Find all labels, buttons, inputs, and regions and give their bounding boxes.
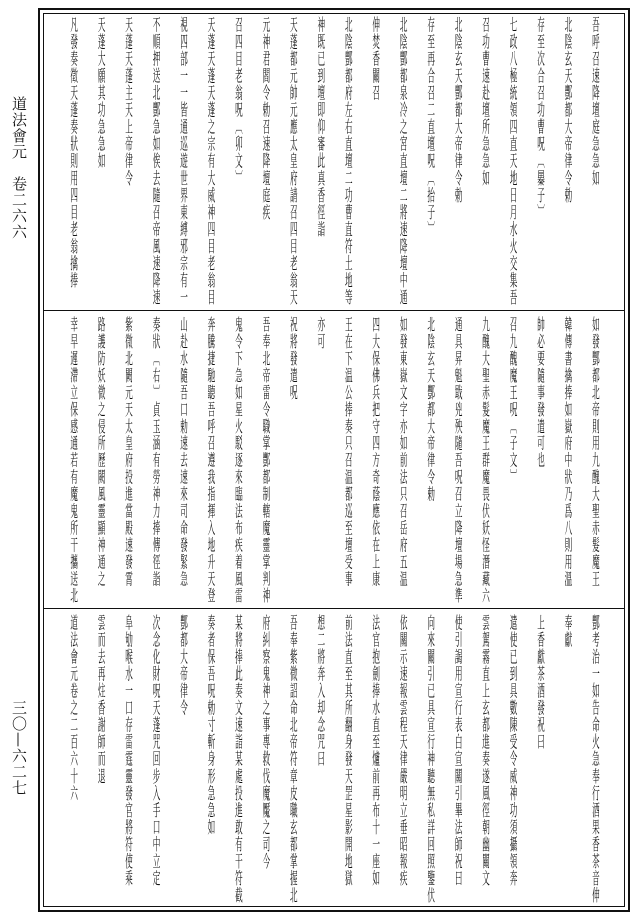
text-column: 四大保佛兵把守四方奇蔭應依在上康 xyxy=(371,316,380,588)
text-column: 想二將奔入却念咒曰 xyxy=(316,614,326,768)
text-column: 天蓬天蓬天蓬之宗有大威神四目老翁目 xyxy=(206,16,216,306)
text-column: 神既已到壇即仰審此真香徑詣 xyxy=(316,16,326,238)
text-column: 路護防妖微之侵所歷闕風靈顯神通之 xyxy=(96,316,106,588)
text-column: 通具昇魁戢兇殃隨吾呪召立降壇場急準 xyxy=(453,316,463,604)
text-column: 遣使已到具數陳受令威神功須攝領奔 xyxy=(508,614,518,887)
text-column: 召功曹速赴壇所急急如 xyxy=(481,16,490,187)
text-column: 召四目老翁呪〔卯文〕 xyxy=(233,16,243,187)
text-column: 鬼令下急如星火駁逐來臨法布疾着風雷 xyxy=(233,316,243,604)
page-number: 三〇—六二七 xyxy=(10,700,28,796)
text-column: 天蓬都元帥元應太皇府請召四目老翁天 xyxy=(288,16,298,306)
text-column: 七政八極統領四直天地日月水火交集吾 xyxy=(508,16,518,306)
text-column: 道法會元卷之二百六十六 xyxy=(69,614,78,802)
panel-divider xyxy=(44,310,624,311)
text-column: 某將捧此奏文速詣某處投進敢有干符截 xyxy=(233,614,243,904)
text-column: 天蓬天蓬主天上帝律令 xyxy=(124,16,133,187)
text-column: 召九醜魔王呪〔子文〕 xyxy=(508,316,518,486)
text-column: 如發酆都北帝則用九醜大聖赤髮魔王 xyxy=(590,316,600,588)
text-column: 凡發奏徵天蓬奏狀則用四目老翁擒捧 xyxy=(69,16,78,289)
text-column: 亦可 xyxy=(316,316,326,350)
text-column: 山赴水隨吾口勅速去速來司命發緊急 xyxy=(179,316,188,588)
text-column: 奏狀〔右〕貞玉涵有勞神力捧傳徑詣 xyxy=(151,316,161,588)
text-column: 幸早遲滯立保感通若有魔鬼所干攜送北 xyxy=(69,316,78,604)
panel-divider xyxy=(44,608,624,609)
text-column: 酆考治一如告命火急奉行酒果香茶音伸 xyxy=(590,614,600,904)
text-column: 酆都大帝律令 xyxy=(179,614,188,717)
text-column: 元神君閻令勅召速降壇庭疾 xyxy=(261,16,271,221)
panel-middle xyxy=(46,316,622,604)
text-column: 不順押送北酆急如俟去隨召帝風速降速 xyxy=(151,16,161,306)
text-column: 奏者保吾呪勅寸斬身形急急如 xyxy=(206,614,216,836)
text-column: 向來關引已具宣行神聽無私詳回照鑒伏 xyxy=(426,614,435,904)
text-column: 九醜大聖赤髮魔王群魔畏伏妖怪潛藏六 xyxy=(481,316,490,604)
text-column: 如發東嶽文字亦如前法只召岳府五温 xyxy=(398,316,408,588)
text-column: 天蓬大願其功急急如 xyxy=(96,16,106,170)
text-column: 阜劬喉水一口存雷霆靈發官將符使乘 xyxy=(124,614,133,887)
text-column: 韓傳書擒捧如嶽府中狀乃爲八則用溫 xyxy=(563,316,573,588)
text-column: 奉獻 xyxy=(563,614,573,649)
text-column: 府糾察鬼神之事專救伐魔魘之司今 xyxy=(261,614,271,870)
text-column: 視四部一一皆通巡遊世界東縛邪宗有一 xyxy=(179,16,188,306)
text-column: 紫微北闕元天太皇府投進當殿速發霄 xyxy=(124,316,133,588)
text-column: 王在下温公捧奏只召温都巡至壇受事 xyxy=(343,316,353,588)
text-column: 法官抱劍捧水直至爐前再布十一座如 xyxy=(371,614,380,887)
text-column: 前法直至其所翻身發天罡星影開地獄 xyxy=(343,614,353,887)
text-column: 存至再合召二直壇呪〔抬子〕 xyxy=(426,16,435,238)
text-column: 北陰玄天酆都大帝律令勅 xyxy=(426,316,435,503)
text-column: 使引謁用宣行表白宣關引畢法師祝曰 xyxy=(453,614,463,887)
text-column: 吾奉北帝雷令職掌酆都制轄魔靈掌判神 xyxy=(261,316,271,604)
text-column: 雲而去再炷香謝師而退 xyxy=(96,614,106,785)
text-column: 上香獻茶酒發祝曰 xyxy=(536,614,545,751)
text-column: 北陰玄天酆都大帝律令勅 xyxy=(453,16,463,204)
text-column: 伸焚香關召 xyxy=(371,16,380,102)
text-column: 帥必要隨事發遣可也 xyxy=(536,316,545,469)
text-column: 吾呼召速降壇庭急急如 xyxy=(590,16,600,187)
text-column: 存至次合召功曹呪〔㬥子〕 xyxy=(536,16,545,221)
text-column: 北陰酆都府左右直壇二功曹直符土地等 xyxy=(343,16,353,306)
text-column: 次念化財呪天蓬咒回步入手口中立定 xyxy=(151,614,161,887)
text-column: 雲駕霧直上玄都進奏遂風徑朝幽關文 xyxy=(481,614,490,887)
panel-bottom xyxy=(46,614,622,904)
text-column: 奔騰捷馳聽吾呼召遵我指揮入地升天登 xyxy=(206,316,216,604)
text-column: 北陰玄天酆都大帝律令勅 xyxy=(563,16,573,204)
text-column: 祝將發遣呪 xyxy=(288,316,298,401)
book-title: 道法會元 卷二六六 xyxy=(10,96,28,240)
text-column: 吾奉紫微詔命北帝符章皮職玄都掌握北 xyxy=(288,614,298,904)
panel-top-text xyxy=(50,16,618,306)
text-column: 北陰酆都泉冷之宮直壇二將速降壇中通 xyxy=(398,16,408,306)
panel-middle-text xyxy=(50,316,618,604)
panel-top xyxy=(46,16,622,306)
panel-bottom-text xyxy=(50,614,618,904)
text-column: 依關示速報雲程天律嚴明立垂昭報疾 xyxy=(398,614,408,887)
page-frame xyxy=(38,8,630,912)
